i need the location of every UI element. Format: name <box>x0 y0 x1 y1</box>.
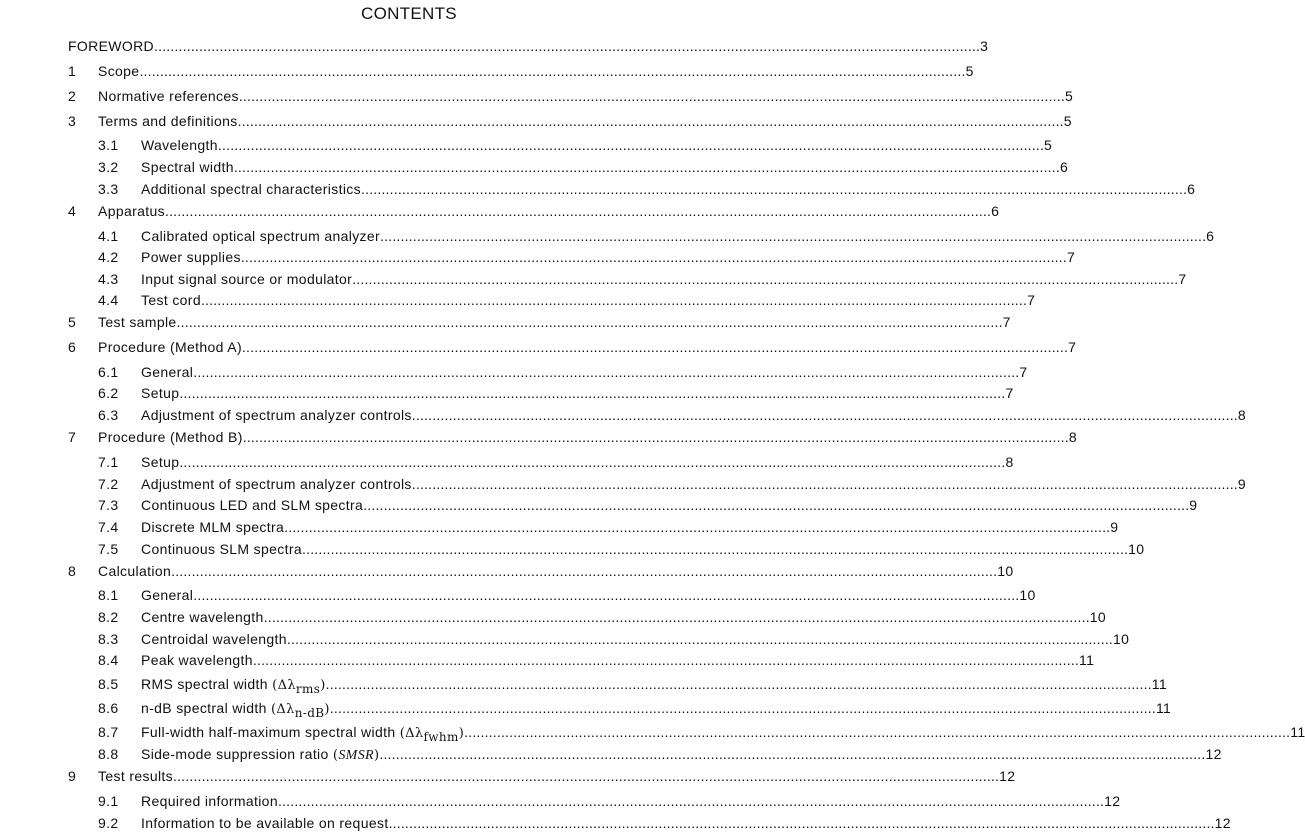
dot-leader: .......................................................................................................................................................................................................... <box>329 700 1156 716</box>
toc-entry-continuous-led-slm[interactable] <box>98 497 1198 515</box>
toc-entry-fwhm-spectral-width[interactable] <box>98 724 1305 744</box>
toc-page-number: 10 <box>1089 609 1107 625</box>
dot-leader: .......................................................................................................................................................................................................... <box>464 724 1291 740</box>
dot-leader: .......................................................................................................................................................................................................... <box>352 271 1179 287</box>
dot-leader: .......................................................................................................................................................................................................... <box>325 676 1152 692</box>
symbol-subscript: n-dB <box>294 706 325 720</box>
toc-entry-title: Information to be available on request <box>141 815 389 831</box>
toc-entry-number: 9.1 <box>98 793 119 809</box>
toc-entry-procedure-method-a[interactable] <box>68 339 1077 357</box>
toc-page-number: 6 <box>991 203 1000 219</box>
dot-leader: .......................................................................................................................................................................................................... <box>411 407 1238 423</box>
dot-leader: .......................................................................................................................................................................................................... <box>252 652 1079 668</box>
toc-entry-title: Input signal source or modulator <box>141 271 353 287</box>
toc-page-number: 5 <box>1064 88 1074 104</box>
toc-entry-title: RMS spectral width $(\Delta\lambda_{rms})$ <box>141 676 326 696</box>
toc-entry-title: Centre wavelength <box>141 609 264 625</box>
toc-entry-number: 8.2 <box>98 609 119 625</box>
toc-entry-centroidal-wavelength[interactable] <box>98 631 1130 649</box>
dot-leader: .......................................................................................................................................................................................................... <box>379 746 1206 762</box>
toc-page-number: 12 <box>999 768 1016 784</box>
dot-leader: .......................................................................................................................................................................................................... <box>179 454 1006 470</box>
toc-entry-side-mode-suppression-ratio[interactable] <box>98 746 1222 764</box>
smsr-symbol: SMSR <box>338 748 374 763</box>
toc-entry-spectral-width[interactable] <box>98 159 1069 177</box>
toc-entry-number: 7.2 <box>98 476 119 492</box>
toc-page-number: 8 <box>1005 454 1014 470</box>
dot-leader: .......................................................................................................................................................................................................... <box>411 476 1238 492</box>
toc-page-number: 3 <box>980 38 989 54</box>
toc-entry-title: Required information <box>141 793 278 809</box>
toc-entry-additional-spectral-characteristics[interactable] <box>98 181 1196 199</box>
toc-entry-title: Wavelength <box>141 137 218 153</box>
toc-entry-apparatus[interactable] <box>68 203 1000 221</box>
dot-leader: .......................................................................................................................................................................................................... <box>179 385 1006 401</box>
toc-entry-title: General <box>141 364 194 380</box>
toc-entry-adjustment-6-3[interactable] <box>98 407 1247 425</box>
toc-entry-title: Test cord <box>141 292 201 308</box>
toc-entry-number: 3.2 <box>98 159 119 175</box>
toc-entry-foreword[interactable] <box>68 38 989 56</box>
toc-entry-title: Setup <box>141 385 180 401</box>
toc-entry-title-text: Full-width half-maximum spectral width <box>141 724 396 740</box>
toc-page-number: 11 <box>1079 652 1095 668</box>
toc-page-number: 11 <box>1151 676 1167 692</box>
dot-leader: .......................................................................................................................................................................................................... <box>217 137 1045 153</box>
toc-entry-number: 1 <box>68 63 77 79</box>
toc-entry-adjustment-7-2[interactable] <box>98 476 1247 494</box>
toc-entry-test-cord[interactable] <box>98 292 1036 310</box>
toc-entry-setup-6-2[interactable] <box>98 385 1014 403</box>
toc-entry-title: Setup <box>141 454 180 470</box>
toc-entry-title: Calculation <box>98 563 172 579</box>
toc-page-number: 9 <box>1237 476 1247 492</box>
dot-leader: .......................................................................................................................................................................................................... <box>176 314 1003 330</box>
toc-entry-title: Procedure (Method A) <box>98 339 242 355</box>
dot-leader: .......................................................................................................................................................................................................... <box>363 497 1190 513</box>
toc-page-number: 10 <box>997 563 1014 579</box>
toc-entry-title: Adjustment of spectrum analyzer controls <box>141 476 412 492</box>
toc-entry-title: Continuous SLM spectra <box>141 541 303 557</box>
dot-leader: .......................................................................................................................................................................................................... <box>388 815 1215 831</box>
dot-leader: .......................................................................................................................................................................................................... <box>164 203 992 219</box>
symbol-subscript: rms <box>295 682 321 696</box>
toc-page-number: 10 <box>1019 587 1036 603</box>
toc-entry-number: 8.7 <box>98 724 119 740</box>
toc-entry-title: n-dB spectral width $(\Delta\lambda_{n-dB})$ <box>141 700 330 720</box>
toc-entry-title: Adjustment of spectrum analyzer controls <box>141 407 412 423</box>
dot-leader: .......................................................................................................................................................................................................... <box>237 113 1064 129</box>
toc-entry-general-8-1[interactable] <box>98 587 1036 605</box>
toc-page-number: 7 <box>1178 271 1187 287</box>
dot-leader: .......................................................................................................................................................................................................... <box>139 63 966 79</box>
dot-leader: .......................................................................................................................................................................................................... <box>173 768 1000 784</box>
toc-entry-number: 8.5 <box>98 676 119 692</box>
toc-page-number: 7 <box>1068 339 1077 355</box>
toc-page-number: 7 <box>1005 385 1014 401</box>
symbol-subscript: fwhm <box>423 730 459 744</box>
toc-entry-number: 8.8 <box>98 746 119 762</box>
toc-entry-test-results[interactable] <box>68 768 1016 786</box>
toc-entry-calibrated-osa[interactable] <box>98 228 1215 246</box>
dot-leader: .......................................................................................................................................................................................................... <box>380 228 1207 244</box>
toc-page-number: 12 <box>1205 746 1222 762</box>
toc-entry-number: 3.3 <box>98 181 119 197</box>
toc-entry-rms-spectral-width[interactable] <box>98 676 1167 696</box>
toc-entry-peak-wavelength[interactable] <box>98 652 1095 670</box>
dot-leader: .......................................................................................................................................................................................................... <box>193 587 1020 603</box>
toc-entry-title-text: Side-mode suppression ratio <box>141 746 329 762</box>
toc-entry-normative-references[interactable] <box>68 88 1074 106</box>
dot-leader: .......................................................................................................................................................................................................... <box>242 429 1069 445</box>
toc-entry-number: 8.6 <box>98 700 119 716</box>
toc-page-number: 12 <box>1104 793 1121 809</box>
toc-entry-title: Peak wavelength <box>141 652 253 668</box>
toc-page-number: 5 <box>1063 113 1072 129</box>
toc-entry-number: 6.1 <box>98 364 119 380</box>
dot-leader: .......................................................................................................................................................................................................... <box>233 159 1060 175</box>
dot-leader: .......................................................................................................................................................................................................... <box>284 519 1111 535</box>
toc-entry-required-information[interactable] <box>98 793 1121 811</box>
toc-entry-wavelength[interactable] <box>98 137 1053 155</box>
toc-entry-procedure-method-b[interactable] <box>68 429 1077 447</box>
toc-entry-number: 7.4 <box>98 519 119 535</box>
dot-leader: .......................................................................................................................................................................................................... <box>302 541 1129 557</box>
toc-entry-title: Continuous LED and SLM spectra <box>141 497 364 513</box>
toc-page-number: 9 <box>1110 519 1119 535</box>
dot-leader: .......................................................................................................................................................................................................... <box>193 364 1020 380</box>
toc-entry-number: 4.4 <box>98 292 119 308</box>
toc-entry-number: 6.3 <box>98 407 119 423</box>
toc-entry-number: 4.2 <box>98 249 119 265</box>
toc-entry-number: 7 <box>68 429 77 445</box>
toc-entry-title: Normative references <box>98 88 239 104</box>
toc-page-number: 10 <box>1128 541 1145 557</box>
toc-page-number: 7 <box>1066 249 1076 265</box>
delta-lambda-symbol: Δλ <box>405 726 424 741</box>
dot-leader: .......................................................................................................................................................................................................... <box>277 793 1105 809</box>
toc-entry-number: 3 <box>68 113 77 129</box>
delta-lambda-symbol: Δλ <box>276 702 295 717</box>
toc-entry-number: 9.2 <box>98 815 119 831</box>
toc-entry-input-signal-source[interactable] <box>98 271 1187 289</box>
toc-entry-setup-7-1[interactable] <box>98 454 1014 472</box>
toc-entry-number: 2 <box>68 88 77 104</box>
toc-entry-title: Test sample <box>98 314 177 330</box>
toc-entry-title: General <box>141 587 194 603</box>
toc-entry-number: 7.3 <box>98 497 119 513</box>
dot-leader: .......................................................................................................................................................................................................... <box>238 88 1065 104</box>
toc-entry-title: Calibrated optical spectrum analyzer <box>141 228 381 244</box>
toc-page-number: 7 <box>1002 314 1011 330</box>
toc-entry-number: 3.1 <box>98 137 119 153</box>
toc-entry-number: 7.1 <box>98 454 119 470</box>
toc-entry-number: 8.4 <box>98 652 119 668</box>
toc-entry-calculation[interactable] <box>68 563 1014 581</box>
delta-lambda-symbol: Δλ <box>277 678 296 693</box>
toc-entry-title: Power supplies <box>141 249 241 265</box>
toc-page-number: 7 <box>1019 364 1028 380</box>
toc-entry-number: 6.2 <box>98 385 119 401</box>
toc-page-number: 12 <box>1214 815 1231 831</box>
toc-entry-number: 4 <box>68 203 77 219</box>
toc-entry-title: Side-mode suppression ratio (SMSR) <box>141 746 380 763</box>
toc-entry-terms-and-definitions[interactable] <box>68 113 1072 131</box>
toc-page-number: 9 <box>1189 497 1198 513</box>
toc-entry-centre-wavelength[interactable] <box>98 609 1107 627</box>
toc-entry-number: 8.3 <box>98 631 119 647</box>
toc-entry-title: Procedure (Method B) <box>98 429 243 445</box>
dot-leader: .......................................................................................................................................................................................................... <box>154 38 981 54</box>
toc-entry-title: Test results <box>98 768 173 784</box>
toc-page-number: 8 <box>1237 407 1247 423</box>
toc-entry-discrete-mlm[interactable] <box>98 519 1119 537</box>
toc-entry-scope[interactable] <box>68 63 974 81</box>
toc-entry-title: Full-width half-maximum spectral width $(\Delta\lambda_{fwhm})$ <box>141 724 465 744</box>
dot-leader: .......................................................................................................................................................................................................... <box>361 181 1188 197</box>
dot-leader: .......................................................................................................................................................................................................... <box>286 631 1113 647</box>
toc-entry-general-6-1[interactable] <box>98 364 1028 382</box>
toc-entry-number: 4.1 <box>98 228 119 244</box>
toc-entry-title: Additional spectral characteristics <box>141 181 362 197</box>
toc-entry-test-sample[interactable] <box>68 314 1011 332</box>
toc-entry-title: Terms and definitions <box>98 113 238 129</box>
toc-page-number: 10 <box>1113 631 1130 647</box>
toc-entry-number: 8 <box>68 563 77 579</box>
toc-entry-title: Spectral width <box>141 159 234 175</box>
dot-leader: .......................................................................................................................................................................................................... <box>241 339 1069 355</box>
toc-entry-title: Discrete MLM spectra <box>141 519 285 535</box>
dot-leader: .......................................................................................................................................................................................................... <box>240 249 1067 265</box>
toc-entry-power-supplies[interactable] <box>98 249 1076 267</box>
toc-page-number: 11 <box>1155 700 1172 716</box>
dot-leader: .......................................................................................................................................................................................................... <box>263 609 1090 625</box>
toc-entry-information-on-request[interactable] <box>98 815 1231 833</box>
toc-entry-number: 9 <box>68 768 77 784</box>
toc-page-number: 5 <box>1044 137 1053 153</box>
toc-entry-number: 7.5 <box>98 541 119 557</box>
dot-leader: .......................................................................................................................................................................................................... <box>171 563 998 579</box>
toc-entry-n-db-spectral-width[interactable] <box>98 700 1172 720</box>
toc-entry-title-text: RMS spectral width <box>141 676 268 692</box>
toc-entry-title: Scope <box>98 63 140 79</box>
toc-entry-title-text: n-dB spectral width <box>141 700 267 716</box>
toc-page-number: 8 <box>1068 429 1077 445</box>
toc-page-number: 6 <box>1206 228 1215 244</box>
toc-entry-title: Apparatus <box>98 203 165 219</box>
toc-entry-number: 6 <box>68 339 77 355</box>
toc-page-number: 5 <box>965 63 974 79</box>
toc-entry-number: 5 <box>68 314 77 330</box>
toc-page-number: 11 <box>1290 724 1305 740</box>
toc-entry-number: 8.1 <box>98 587 119 603</box>
toc-entry-title: FOREWORD <box>68 38 155 54</box>
toc-page-number: 7 <box>1027 292 1036 308</box>
toc-entry-continuous-slm[interactable] <box>98 541 1145 559</box>
toc-entry-title: Centroidal wavelength <box>141 631 287 647</box>
toc-entry-number: 4.3 <box>98 271 119 287</box>
toc-page-number: 6 <box>1187 181 1196 197</box>
toc-page-number: 6 <box>1059 159 1069 175</box>
page-title: CONTENTS <box>361 4 457 23</box>
dot-leader: .......................................................................................................................................................................................................... <box>200 292 1028 308</box>
